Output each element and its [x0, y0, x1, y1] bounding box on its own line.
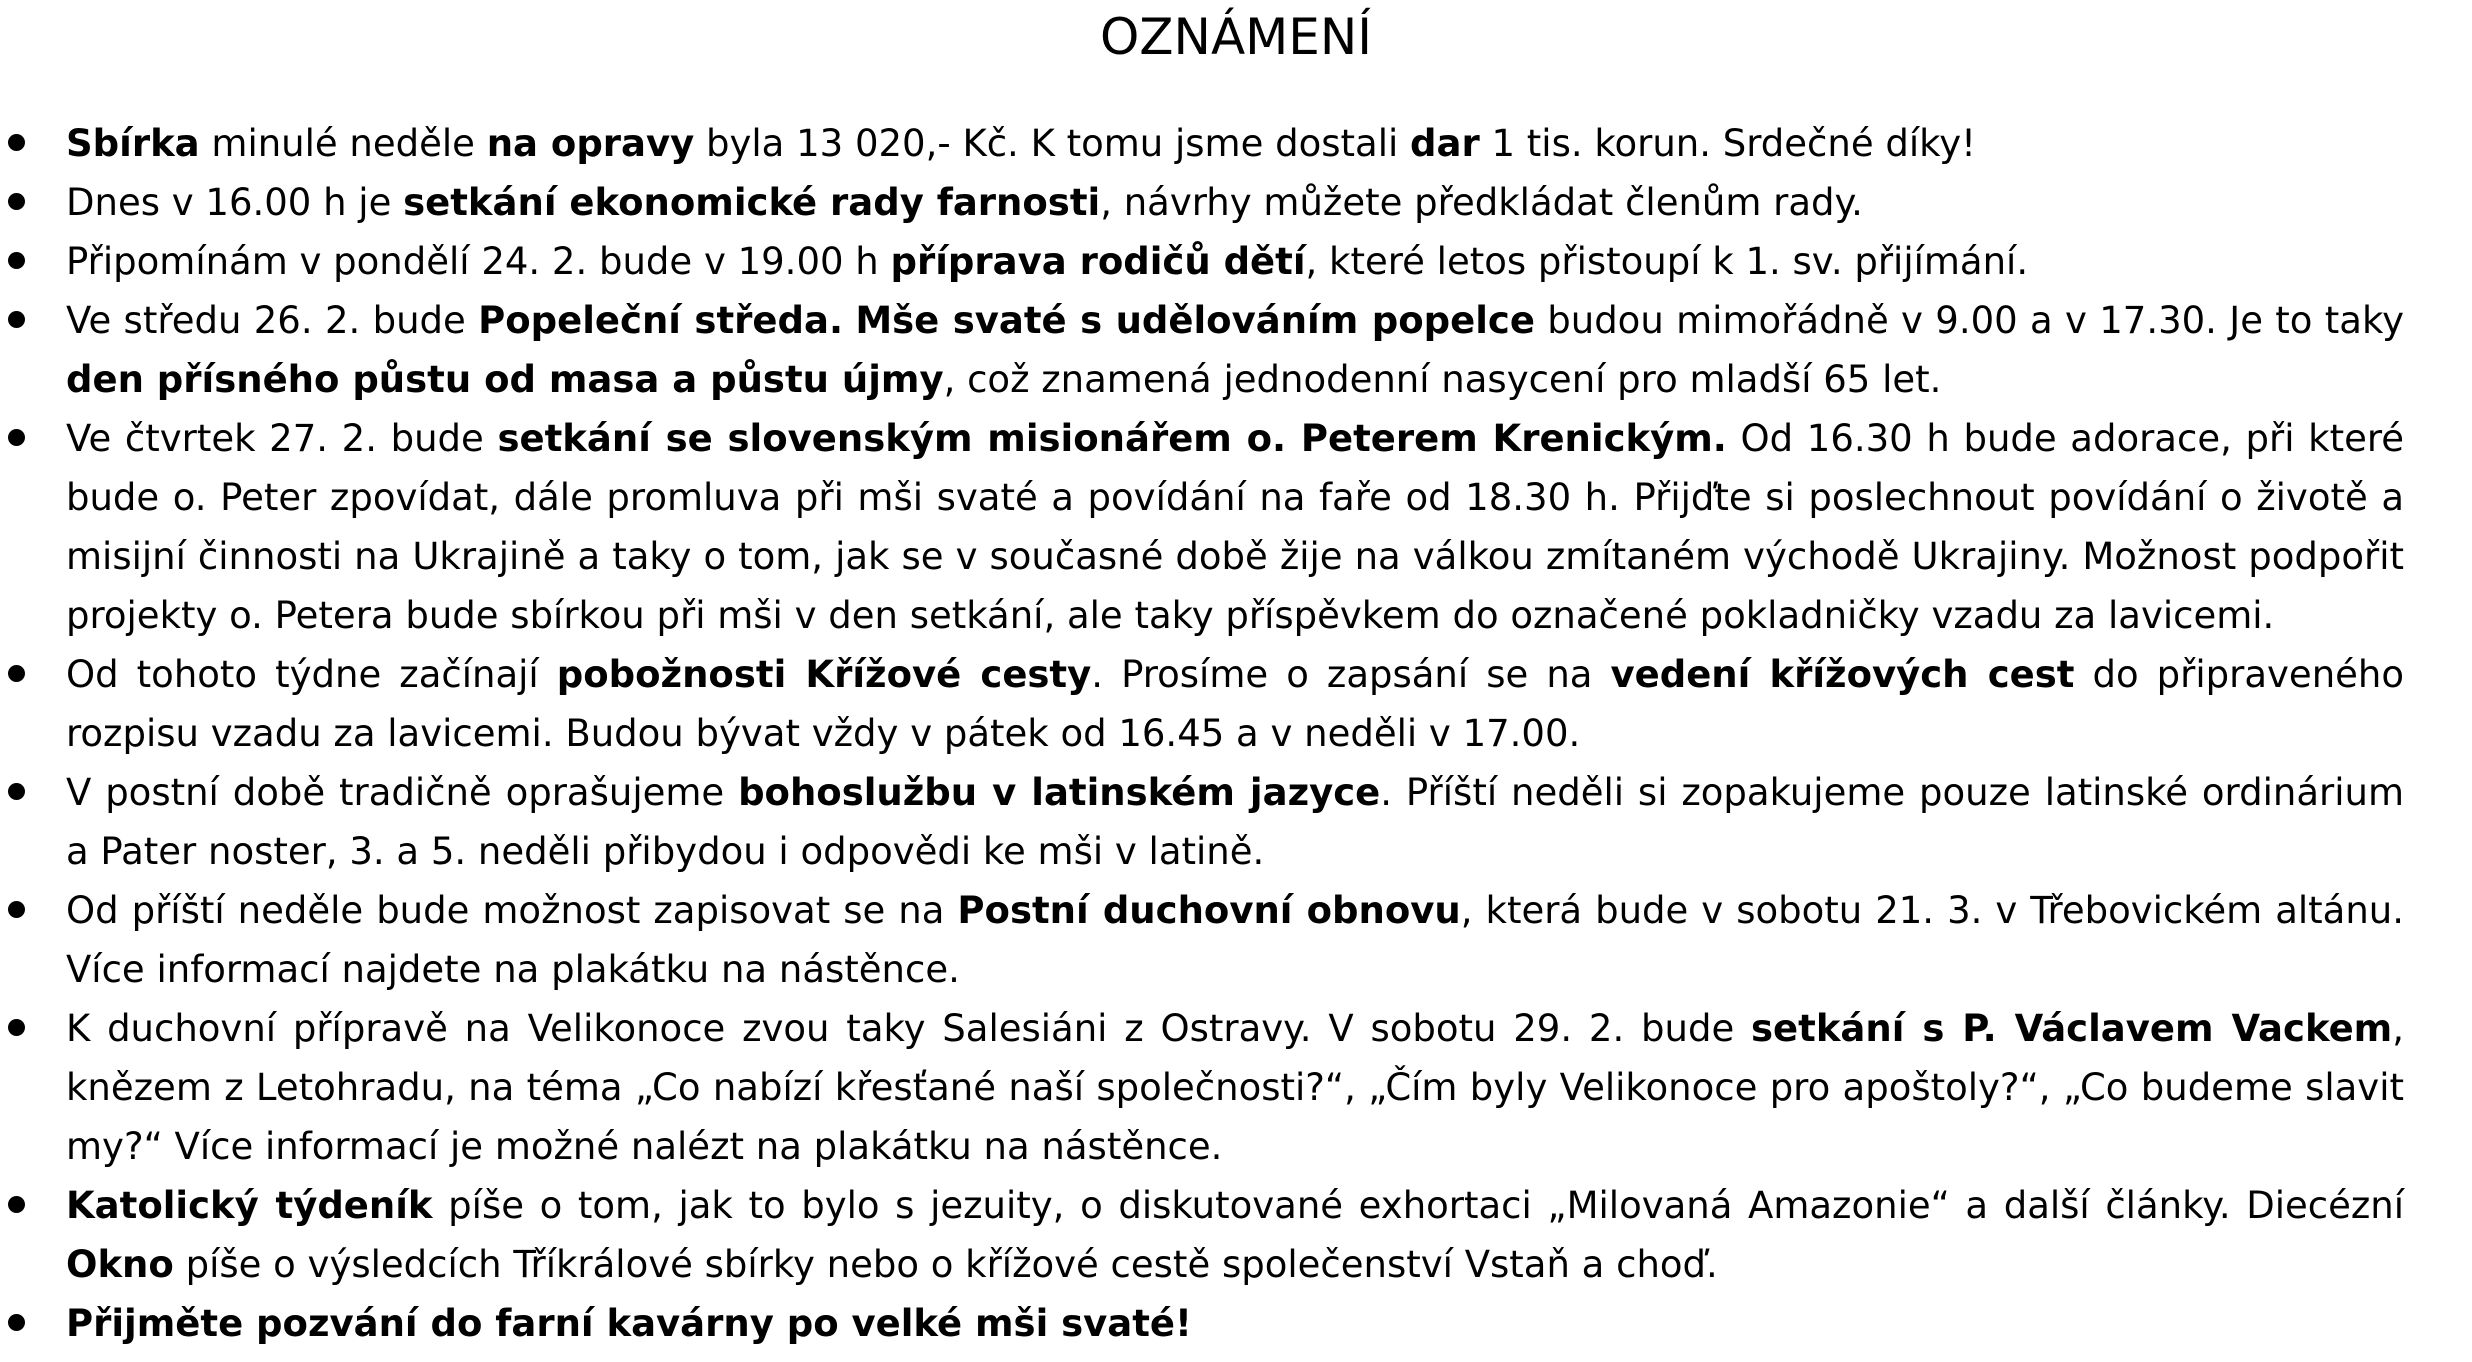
bullet-icon: [8, 1196, 25, 1213]
announcement-item: [0, 645, 2404, 763]
announcement-item: [0, 173, 2404, 232]
bold-text: příprava rodičů dětí: [890, 240, 1306, 283]
bold-text: na opravy: [486, 122, 695, 165]
bullet-icon: [8, 311, 25, 328]
text: Od tohoto týdne začínají: [66, 653, 557, 696]
text: píše o tom, jak to bylo s jezuity, o diskutované exhortaci „Milovaná Amazonie“ a další články. Diecézní: [432, 1184, 2404, 1227]
page-title: OZNÁMENÍ: [1099, 8, 1373, 66]
announcement-item: [0, 881, 2404, 999]
announcement-item: [0, 114, 2404, 173]
bold-text: setkání s P. Václavem Vackem: [1751, 1007, 2393, 1050]
bullet-icon: [8, 1019, 25, 1036]
text: [843, 299, 855, 342]
text: do připraveného rozpisu vzadu za lavicemi. Budou bývat vždy v pátek od 16.45 a v neděli v 17.00.: [66, 653, 2404, 755]
bold-text: Přijměte pozvání do farní kavárny po velké mši svaté!: [66, 1302, 1192, 1345]
text: minulé neděle: [199, 122, 487, 165]
text: . Příští neděli si zopakujeme pouze latinské ordinárium a Pater noster, 3. a 5. neděli přibydou i odpovědi ke mši v latině.: [66, 771, 2404, 873]
announcement-item: [0, 232, 2404, 291]
text: , knězem z Letohradu, na téma „Co nabízí křesťané naší společnosti?“, „Čím byly Velikonoce pro apoštoly?“, „Co budeme slavit my?“ Více informací je možné nalézt na plakátku na nástěnce.: [66, 1007, 2404, 1168]
bullet-icon: [8, 252, 25, 269]
text: V postní době tradičně oprašujeme: [66, 771, 739, 814]
bullet-icon: [8, 665, 25, 682]
bold-text: setkání se slovenským misionářem o. Peterem Krenickým.: [497, 417, 1727, 460]
text: 1 tis. korun. Srdečné díky!: [1479, 122, 1976, 165]
bullet-icon: [8, 193, 25, 210]
announcement-item: [0, 1294, 2404, 1353]
bold-text: vedení křížových cest: [1610, 653, 2075, 696]
text: Od příští neděle bude možnost zapisovat se na: [66, 889, 958, 932]
announcement-item: [0, 1176, 2404, 1294]
text: Dnes v 16.00 h je: [66, 181, 404, 224]
bold-text: bohoslužbu v latinském jazyce: [738, 771, 1381, 814]
bold-text: Okno: [66, 1243, 174, 1286]
announcement-item: [0, 999, 2404, 1176]
text: , které letos přistoupí k 1. sv. přijímání.: [1305, 240, 2029, 283]
announcement-item: [0, 763, 2404, 881]
text: , což znamená jednodenní nasycení pro mladší 65 let.: [943, 358, 1942, 401]
announcement-item: [0, 291, 2404, 409]
bold-text: setkání ekonomické rady farnosti: [403, 181, 1101, 224]
text: budou mimořádně v 9.00 a v 17.30. Je to taky: [1534, 299, 2404, 342]
announcement-list: [0, 114, 2472, 1353]
bullet-icon: [8, 901, 25, 918]
text: . Prosíme o zapsání se na: [1091, 653, 1611, 696]
bold-text: den přísného půstu od masa a půstu újmy: [66, 358, 944, 401]
bold-text: Popeleční středa.: [478, 299, 843, 342]
text: Ve čtvrtek 27. 2. bude: [66, 417, 498, 460]
bullet-icon: [8, 429, 25, 446]
bold-text: dar: [1410, 122, 1480, 165]
bold-text: pobožnosti Křížové cesty: [556, 653, 1092, 696]
text: Připomínám v pondělí 24. 2. bude v 19.00 h: [66, 240, 891, 283]
text: , návrhy můžete předkládat členům rady.: [1100, 181, 1863, 224]
text: Od 16.30 h bude adorace, při které bude o. Peter zpovídat, dále promluva při mši svaté a povídání na faře od 18.30 h. Přijďte si poslechnout povídání o životě a misijní činnosti na Ukrajině a taky o tom, jak se v současné době žije na válkou zmítaném východě Ukrajiny. Možnost podpořit projekty o. Petera bude sbírkou při mši v den setkání, ale taky příspěvkem do označené pokladničky vzadu za lavicemi.: [66, 417, 2404, 637]
text: , která bude v sobotu 21. 3. v Třebovickém altánu. Více informací najdete na plakátku na nástěnce.: [66, 889, 2404, 991]
text: Ve středu 26. 2. bude: [66, 299, 479, 342]
bold-text: Katolický týdeník: [66, 1184, 433, 1227]
bold-text: Sbírka: [66, 122, 200, 165]
bold-text: Mše svaté s udělováním popelce: [855, 299, 1535, 342]
bullet-icon: [8, 134, 25, 151]
text: K duchovní přípravě na Velikonoce zvou taky Salesiáni z Ostravy. V sobotu 29. 2. bude: [66, 1007, 1752, 1050]
bold-text: Postní duchovní obnovu: [957, 889, 1461, 932]
bullet-icon: [8, 783, 25, 800]
bullet-icon: [8, 1314, 25, 1331]
text: píše o výsledcích Tříkrálové sbírky nebo o křížové cestě společenství Vstaň a choď.: [173, 1243, 1718, 1286]
announcement-item: [0, 409, 2404, 645]
text: byla 13 020,- Kč. K tomu jsme dostali: [694, 122, 1411, 165]
